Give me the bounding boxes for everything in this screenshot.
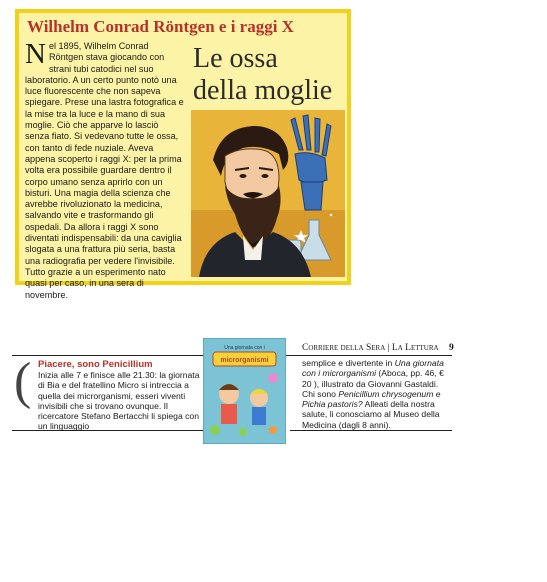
decorative-parenthesis: ( [14,353,32,410]
article-body [25,38,185,301]
header-separator: | [387,343,390,353]
col2-text-2: (Aboca, pp. 46, € 20 ), illustrato da Giovanni Gastaldi. Chi sono [302,368,444,399]
book-title: Una giornata con i microrganismi [302,358,444,379]
article-title-line2: della moglie [193,75,333,106]
book-cover [203,338,286,444]
bottom-rule-right [290,430,452,431]
article-title [193,43,348,107]
article-box [15,9,351,300]
masthead: Corriere della Sera [302,343,386,353]
bottom-article-subheading: Piacere, sono Penicillium [38,359,153,370]
bottom-article-col1: Inizia alle 7 e finisce alle 21.30: la giornata di Bia e del fratellino Micro si intreccia a quella dei microrganismi, esseri viventi invisibili che si trovano ovunque. Il ricercatore Stefano Bertacchi li spiega con un linguaggio [38,370,200,432]
col2-text-3: Alleati della nostra salute, li conosciamo al Museo della Medicina (dagli 8 anni). [302,399,440,430]
drop-cap: N [25,38,46,70]
col2-text-1: semplice e divertente in [302,358,395,368]
article-title-line1: Le ossa [193,43,278,74]
book-cover-title: Una giornata con i [224,345,265,351]
bottom-article-col2 [302,358,452,430]
article-body-text: el 1895, Wilhelm Conrad Röntgen stava giocando con strani tubi catodici nel suo laboratorio. A un certo punto notò una luce fluorescente che non sapeva spiegare. Prese una lastra fotografica e la mise tra la luce e la mano di sua moglie. Ciò che apparve lo lasciò senza fiato. Si vedevano tutte le ossa, con tanto di fede nuziale. Aveva appena scoperto i raggi X: per la prima volta era possibile guardare dentro il corpo umano senza aprirlo con un bisturi. Una magia della scienza che avrebbe rivoluzionato la medicina, salvando vite e trasformando gli ospedali. Da allora i raggi X sono diventati indispensabili: da una caviglia slogata a una frattura più seria, basta una radiografia per vedere l'invisibile. Tutto grazie a un esperimento nato quasi per caso, in una sera di novembre. [25,41,184,300]
species-names: Penicillium chrysogenum e Pichia pastoris? [302,388,441,410]
section-name: La Lettura [391,343,439,353]
rontgen-illustration [191,110,345,277]
svg-text:microrganismi: microrganismi [220,357,269,364]
newspaper-header [302,343,454,353]
article-headline: Wilhelm Conrad Röntgen e i raggi X [27,17,294,36]
page-number: 9 [448,343,454,353]
